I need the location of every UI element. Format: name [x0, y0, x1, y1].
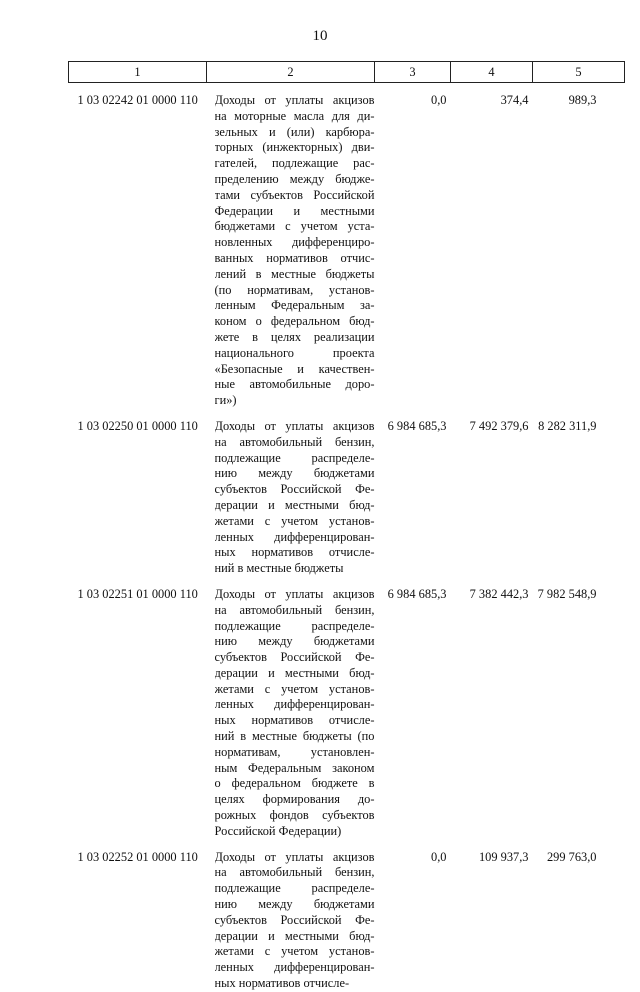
revenue-code: 1 03 02251 01 0000 110: [77, 586, 198, 601]
amount-col5: 7 982 548,9: [537, 586, 597, 601]
header-col-3: 3: [375, 62, 451, 83]
amount-col5: 8 282 311,9: [538, 418, 597, 433]
description-line: подлежащие распределе-: [214, 450, 375, 465]
description-line: подлежащие распределе-: [214, 881, 375, 896]
row-spacer-cell: [69, 840, 625, 850]
description-line: нию между бюджетами: [214, 634, 375, 649]
description-line: (по нормативам, установ-: [214, 282, 375, 297]
amount-col3: 6 984 685,3: [387, 418, 447, 433]
description-line: новленных дифференциро-: [214, 235, 375, 250]
description-line: бюджетами с учетом уста-: [214, 219, 375, 234]
table-row: [69, 587, 625, 840]
description-line: ванных нормативов отчис-: [214, 250, 375, 265]
description-line: жетами с учетом установ-: [214, 681, 375, 696]
revenue-description: [207, 587, 375, 840]
description-line: целях формирования до-: [214, 792, 375, 807]
description-line: Доходы от уплаты акцизов: [214, 849, 375, 864]
description-line: подлежащие распределе-: [214, 618, 375, 633]
description-line: ний в местные бюджеты (по: [214, 729, 375, 744]
row-spacer: [69, 409, 625, 419]
description-line: ные автомобильные доро-: [214, 377, 375, 392]
header-col-4: 4: [451, 62, 533, 83]
description-line: жетами с учетом установ-: [214, 944, 375, 959]
table-row: [69, 93, 625, 409]
description-line: тами субъектов Российской: [214, 187, 375, 202]
description-line: дерации и местными бюд-: [214, 665, 375, 680]
amount-col4: 7 492 379,6: [469, 418, 529, 433]
revenue-code: 1 03 02242 01 0000 110: [77, 93, 198, 107]
description-line: Доходы от уплаты акцизов: [214, 93, 375, 107]
row-spacer-cell: [69, 577, 625, 587]
description-line: на автомобильный бензин,: [214, 602, 375, 617]
description-line: торных (инжекторных) дви-: [214, 140, 375, 155]
amount-col4: 7 382 442,3: [469, 586, 529, 601]
description-line: ным Федеральным законом: [214, 760, 375, 775]
description-line: на моторные масла для ди-: [214, 108, 375, 123]
description-line: ги»): [214, 393, 237, 408]
revenue-description: [207, 93, 375, 409]
table-body: [69, 83, 625, 992]
row-spacer: [69, 840, 625, 850]
amount-col5: 989,3: [568, 93, 597, 107]
description-line: ленных дифференцирован-: [214, 960, 375, 975]
description-line: нормативам, установлен-: [214, 744, 375, 759]
description-line: зельных и (или) карбюра-: [214, 124, 375, 139]
description-line: коном о федеральном бюд-: [214, 314, 375, 329]
description-line: ных нормативов отчисле-: [214, 545, 375, 560]
revenue-description: [207, 850, 375, 992]
table-row: [69, 850, 625, 992]
description-line: рожных фондов субъектов: [214, 808, 375, 823]
amount-col4: 374,4: [500, 93, 529, 107]
row-spacer: [69, 83, 625, 94]
description-line: на автомобильный бензин,: [214, 865, 375, 880]
description-line: нию между бюджетами: [214, 466, 375, 481]
description-line: ленных дифференцирован-: [214, 697, 375, 712]
amount-col5: 299 763,0: [546, 849, 597, 864]
description-line: субъектов Российской Фе-: [214, 912, 375, 927]
description-line: о федеральном бюджете в: [214, 776, 375, 791]
description-line: ний в местные бюджеты: [214, 561, 344, 576]
description-line: жете в целях реализации: [214, 329, 375, 344]
description-line: Доходы от уплаты акцизов: [214, 586, 375, 601]
table-row: [69, 419, 625, 577]
description-line: лений в местные бюджеты: [214, 266, 375, 281]
description-line: Доходы от уплаты акцизов: [214, 418, 375, 433]
header-col-5: 5: [533, 62, 625, 83]
description-line: Российской Федерации): [214, 823, 342, 838]
header-col-2: 2: [207, 62, 375, 83]
row-spacer: [69, 577, 625, 587]
description-line: пределению между бюдже-: [214, 171, 375, 186]
description-line: «Безопасные и качествен-: [214, 361, 375, 376]
description-line: на автомобильный бензин,: [214, 434, 375, 449]
description-line: Федерации и местными: [214, 203, 375, 218]
description-line: дерации и местными бюд-: [214, 928, 375, 943]
description-line: дерации и местными бюд-: [214, 497, 375, 512]
description-line: ленных дифференцирован-: [214, 529, 375, 544]
description-line: ных нормативов отчисле-: [214, 713, 375, 728]
revenue-description: [207, 419, 375, 577]
description-line: национального проекта: [214, 345, 375, 360]
revenue-table: [68, 61, 625, 992]
amount-col4: 109 937,3: [478, 849, 529, 864]
header-col-1: 1: [69, 62, 207, 83]
description-line: жетами с учетом установ-: [214, 513, 375, 528]
row-spacer-cell: [69, 409, 625, 419]
table-header-row: [69, 62, 625, 83]
amount-col3: 0,0: [431, 93, 447, 107]
revenue-code: 1 03 02252 01 0000 110: [77, 849, 198, 864]
row-spacer-cell: [69, 83, 625, 94]
description-line: субъектов Российской Фе-: [214, 482, 375, 497]
description-line: нию между бюджетами: [214, 897, 375, 912]
amount-col3: 0,0: [431, 849, 447, 864]
description-line: ленным Федеральным за-: [214, 298, 375, 313]
page-number: 10: [312, 28, 328, 44]
description-line: субъектов Российской Фе-: [214, 650, 375, 665]
amount-col3: 6 984 685,3: [387, 586, 447, 601]
revenue-code: 1 03 02250 01 0000 110: [77, 418, 198, 433]
description-line: ных нормативов отчисле-: [214, 976, 350, 991]
description-line: гателей, подлежащие рас-: [214, 156, 375, 171]
